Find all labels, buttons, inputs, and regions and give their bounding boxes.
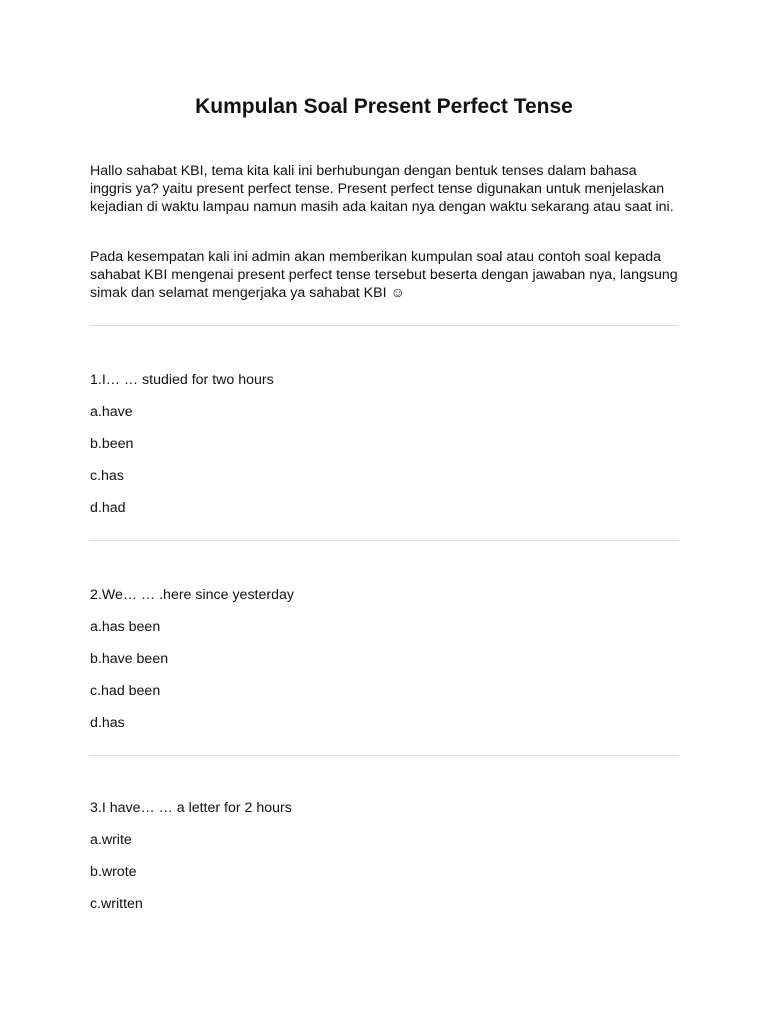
option-b: b.wrote: [90, 864, 137, 880]
option-a: a.has been: [90, 619, 161, 635]
option-b: b.have been: [90, 651, 169, 667]
option-b: b.been: [90, 436, 134, 452]
section-divider: [90, 540, 678, 541]
option-c: c.has: [90, 468, 124, 484]
option-c: c.written: [90, 896, 143, 912]
section-divider: [90, 755, 678, 756]
intro-paragraph-1: Hallo sahabat KBI, tema kita kali ini berhubungan dengan bentuk tenses dalam bahasa inggris ya? yaitu present perfect tense. Present perfect tense digunakan untuk menjelaskan kejadian di waktu lampau namun masih ada kaitan nya dengan waktu sekarang atau saat ini.: [90, 163, 674, 215]
option-d: d.has: [90, 715, 125, 731]
option-a: a.have: [90, 404, 133, 420]
question-text: 2.We… … .here since yesterday: [90, 587, 294, 603]
question-text: 3.I have… … a letter for 2 hours: [90, 800, 292, 816]
section-divider: [90, 325, 678, 326]
option-a: a.write: [90, 832, 132, 848]
question-text: 1.I… … studied for two hours: [90, 372, 274, 388]
page-title: Kumpulan Soal Present Perfect Tense: [195, 95, 573, 118]
option-c: c.had been: [90, 683, 161, 699]
intro-paragraph-2: Pada kesempatan kali ini admin akan memberikan kumpulan soal atau contoh soal kepada sahabat KBI mengenai present perfect tense tersebut beserta dengan jawaban nya, langsung simak dan selamat mengerjaka ya sahabat KBI ☺: [90, 249, 678, 301]
question-2: [90, 586, 678, 732]
question-3: [90, 799, 678, 913]
option-d: d.had: [90, 500, 126, 516]
question-1: [90, 371, 678, 517]
